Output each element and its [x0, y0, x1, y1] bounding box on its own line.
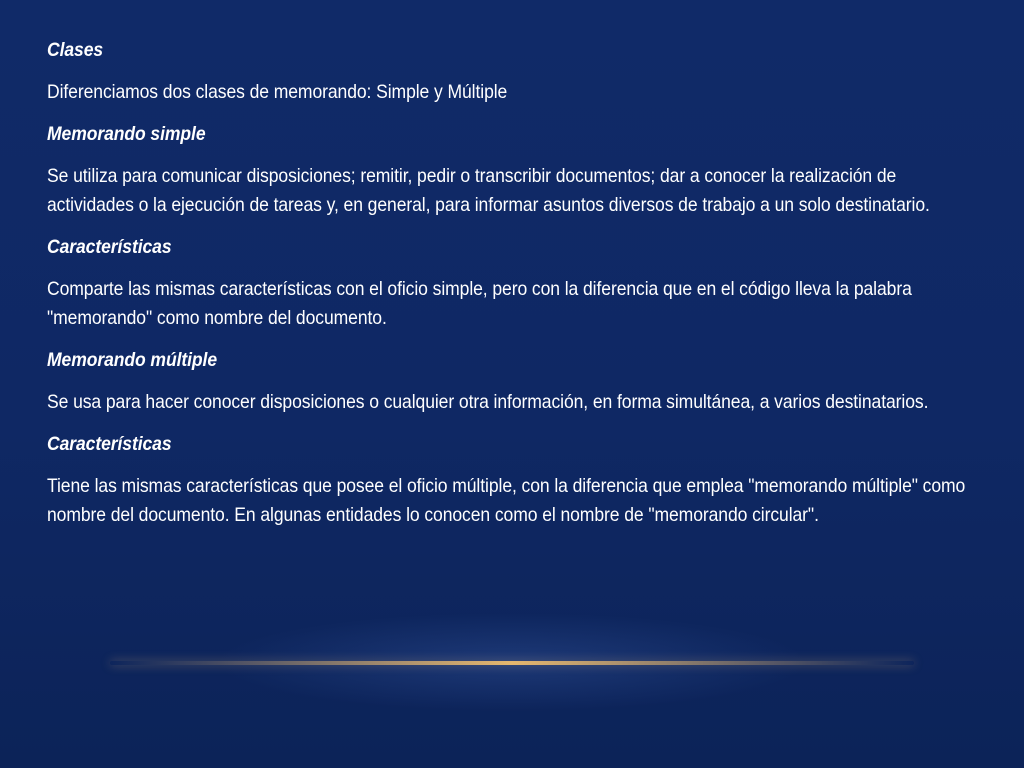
- heading-memorando-multiple: Memorando múltiple: [47, 349, 218, 371]
- paragraph-memorando-simple: Se utiliza para comunicar disposiciones; remitir, pedir o transcribir documentos; dar a conocer la realización de actividades o la ejecución de tareas y, en general, para informar asuntos diversos de trabajo a un solo destinatario.: [47, 165, 930, 216]
- heading-memorando-simple: Memorando simple: [47, 123, 206, 145]
- paragraph-caracteristicas-multiple: Tiene las mismas características que posee el oficio múltiple, con la diferencia que emplea "memorando múltiple" como nombre del documento. En algunas entidades lo conocen como el nombre de "memorando circular".: [47, 475, 966, 526]
- paragraph-clases: Diferenciamos dos clases de memorando: Simple y Múltiple: [47, 81, 508, 103]
- decorative-divider-line: [110, 661, 914, 665]
- heading-caracteristicas-simple: Características: [47, 236, 172, 258]
- slide-content: [47, 36, 982, 543]
- paragraph-caracteristicas-simple: Comparte las mismas características con el oficio simple, pero con la diferencia que en el código lleva la palabra "memorando" como nombre del documento.: [47, 278, 912, 329]
- heading-caracteristicas-multiple: Características: [47, 433, 172, 455]
- heading-clases: Clases: [47, 39, 104, 61]
- paragraph-memorando-multiple: Se usa para hacer conocer disposiciones o cualquier otra información, en forma simultánea, a varios destinatarios.: [47, 391, 929, 413]
